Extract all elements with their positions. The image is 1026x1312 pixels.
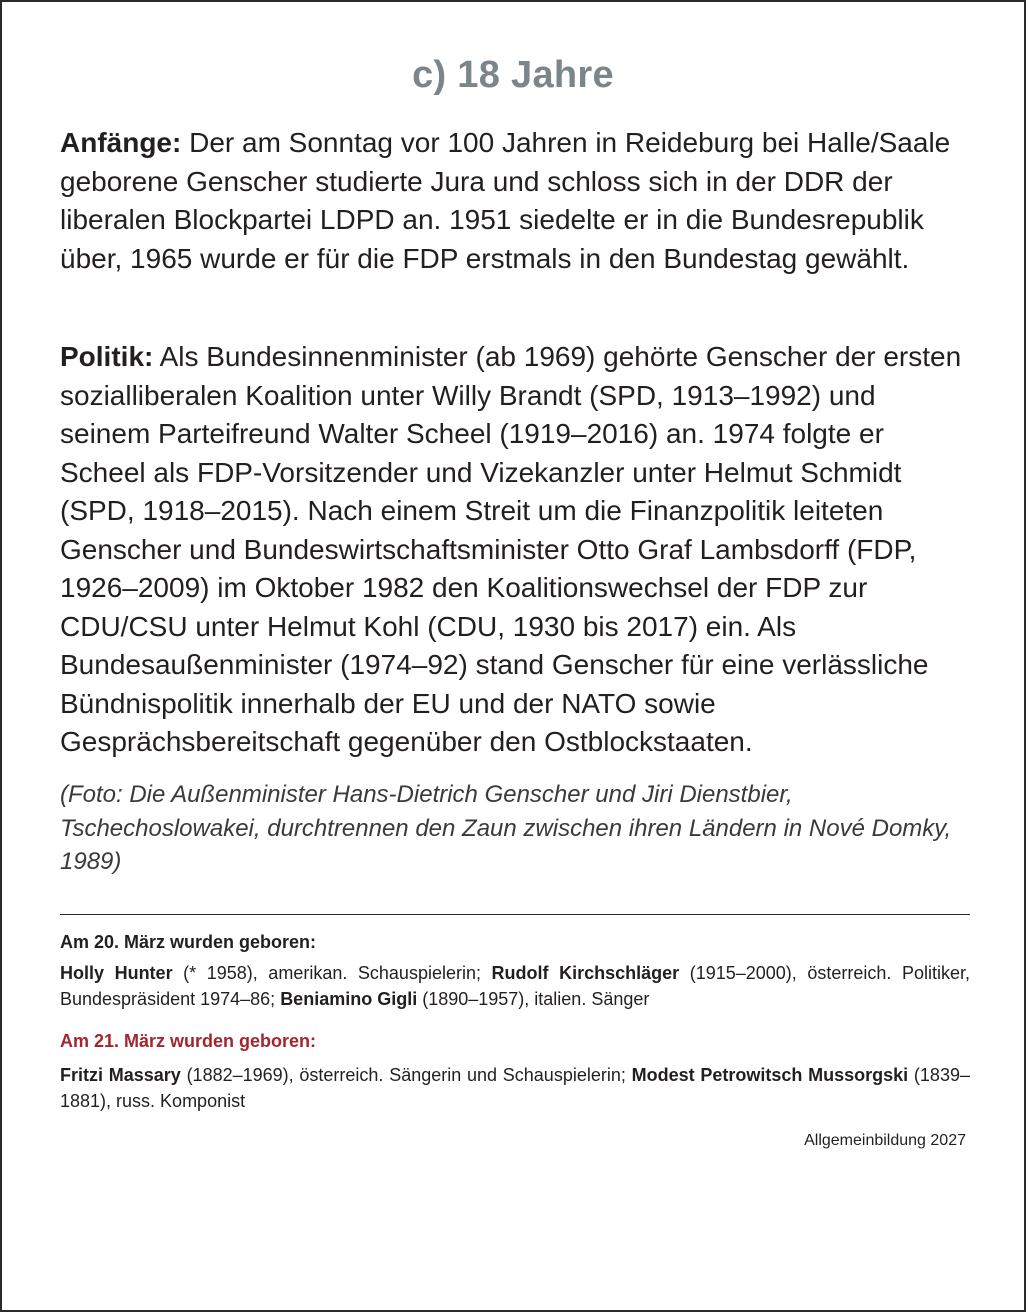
answer-title: c) 18 Jahre bbox=[412, 54, 614, 96]
paragraph-anfaenge-text: Der am Sonntag vor 100 Jahren in Reideburg bei Halle/Saale geborene Genscher studierte Jura und schloss sich in der DDR der liberalen Blockpartei LDPD an. 1951 siedelte er in die Bundesrepublik über, 1965 wurde er für die FDP erstmals in den Bundestag gewählt. bbox=[60, 127, 951, 274]
footer-publication: Allgemeinbildung 2027 bbox=[804, 1132, 966, 1149]
birthday-info: (1882–1969), österreich. Sängerin und Schauspielerin; bbox=[180, 1065, 632, 1085]
birthday-info: (1890–1957), italien. Sänger bbox=[417, 989, 650, 1009]
paragraph-politik-label: Politik: bbox=[60, 341, 154, 372]
birthday-name: Rudolf Kirchschläger bbox=[491, 963, 680, 983]
birthdays-march21-heading: Am 21. März wurden geboren: bbox=[60, 1031, 317, 1051]
birthdays-march21-text bbox=[60, 1062, 970, 1114]
paragraph-anfaenge-label: Anfänge: bbox=[60, 127, 182, 158]
paragraph-politik bbox=[60, 338, 970, 762]
birthdays-march20-text bbox=[60, 960, 970, 1012]
paragraph-anfaenge bbox=[60, 124, 970, 278]
birthday-info: (* 1958), amerikan. Schauspielerin; bbox=[172, 963, 492, 983]
divider bbox=[60, 914, 970, 915]
birthday-info: (1915–2000), österreich. Politiker, Bundespräsident 1974–86; bbox=[60, 963, 970, 1009]
paragraph-politik-text: Als Bundesinnenminister (ab 1969) gehörte Genscher der ersten sozialliberalen Koalition unter Willy Brandt (SPD, 1913–1992) und seinem Parteifreund Walter Scheel (1919–2016) an. 1974 folgte er Scheel als FDP-Vorsitzender und Vizekanzler unter Helmut Schmidt (SPD, 1918–2015). Nach einem Streit um die Finanzpolitik leiteten Genscher und Bundeswirtschaftsminister Otto Graf Lambsdorff (FDP, 1926–2009) im Oktober 1982 den Koalitionswechsel der FDP zur CDU/CSU unter Helmut Kohl (CDU, 1930 bis 2017) ein. Als Bundesaußenminister (1974–92) stand Genscher für eine verlässliche Bündnispolitik innerhalb der EU und der NATO sowie Gesprächsbereitschaft gegenüber den Ostblockstaaten. bbox=[60, 341, 962, 757]
photo-caption: (Foto: Die Außenminister Hans-Dietrich Genscher und Jiri Dienstbier, Tschechoslowakei, durchtrennen den Zaun zwischen ihren Ländern in Nové Domky, 1989) bbox=[60, 781, 952, 875]
birthday-name: Modest Petrowitsch Mussorgski bbox=[631, 1065, 909, 1085]
birthday-info: (1839–1881), russ. Komponist bbox=[60, 1065, 970, 1111]
birthdays-march20-heading: Am 20. März wurden geboren: bbox=[60, 932, 317, 952]
birthday-name: Fritzi Massary bbox=[60, 1065, 181, 1085]
birthday-name: Beniamino Gigli bbox=[280, 989, 418, 1009]
birthday-name: Holly Hunter bbox=[60, 963, 173, 983]
